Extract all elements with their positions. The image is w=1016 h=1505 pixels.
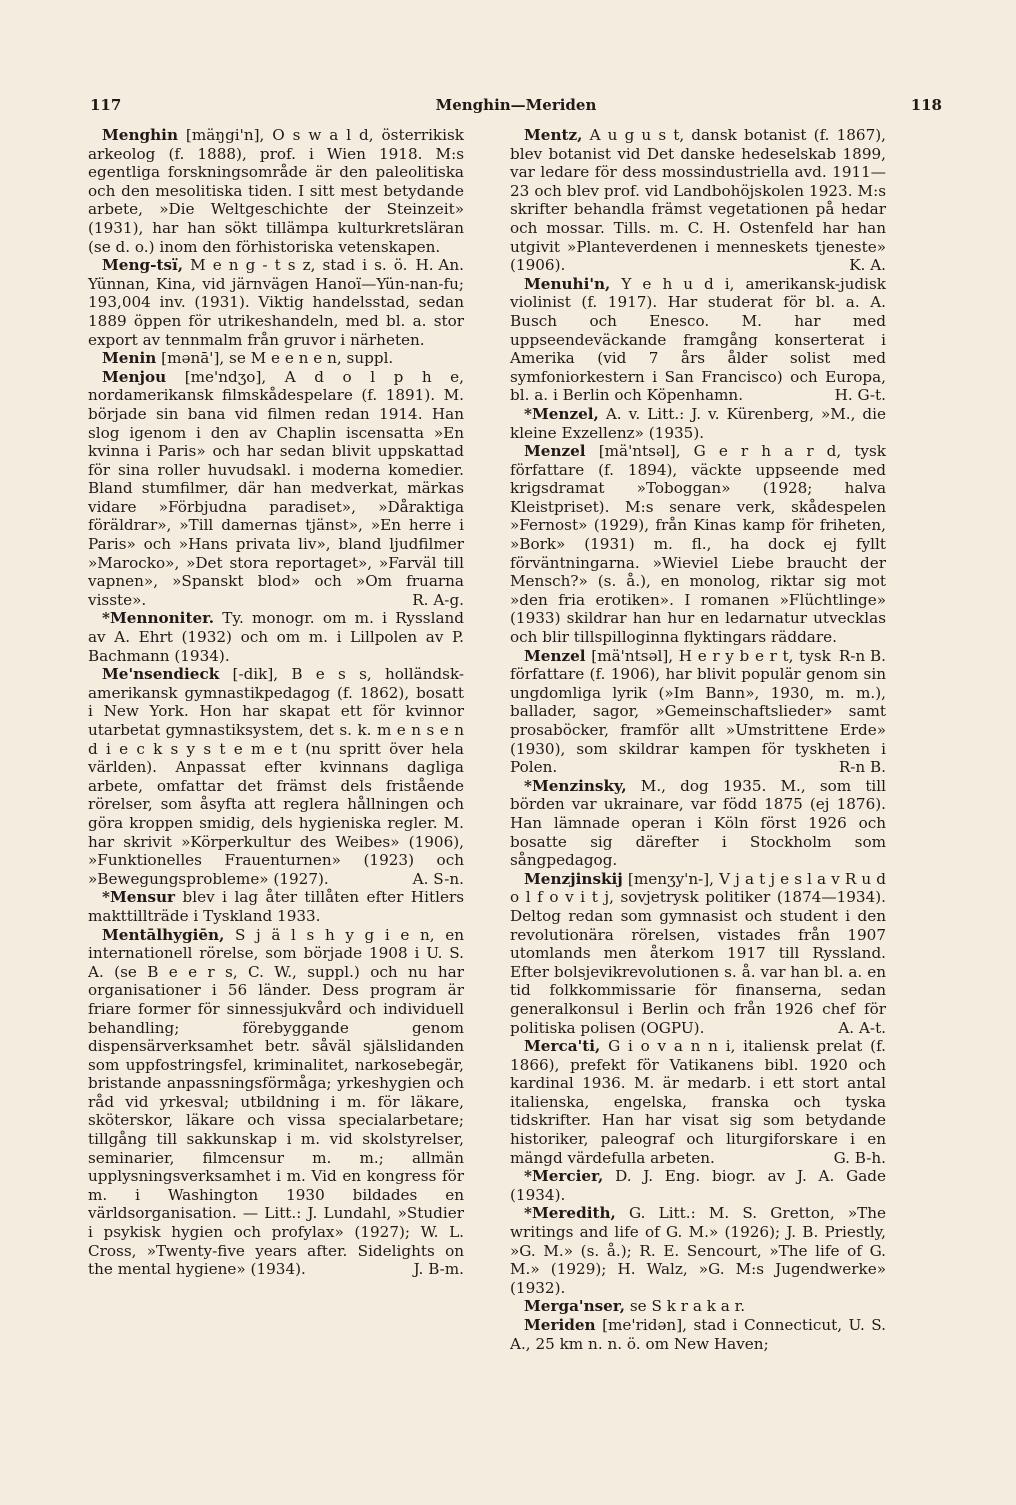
entry-headword: *Mensur — [102, 888, 176, 907]
entry-headword: Menuhi'n, — [524, 274, 611, 293]
dictionary-entry — [88, 256, 464, 349]
entry-headword: Meng-tsï, — [102, 256, 184, 275]
entry-text: [mä'ntsəl], G e r h a r d, tysk författare (f. 1894), väckte uppseende med krigsdramat »Toboggan» (1928; halva Kleistpriset). M:s senare verk, skådespelen »Fernost» (1929), från Kinas kamp för friheten, »Bork» (1931) m. fl., ha dock ej fyllt förväntningarna. »Wieviel Liebe braucht der Mensch?» (s. å.), en monolog, riktar sig mot »den fria erotiken». I romanen »Flüchtlinge» (1933) skildrar han hur en ledarnatur utvecklas och blir tillspilloginna flyktingars räddare. — [510, 442, 887, 647]
left-column — [88, 126, 464, 1279]
entry-text: D. J. Eng. biogr. av J. A. Gade (1934). — [510, 1167, 887, 1204]
author-signature: R. A-g. — [412, 590, 464, 609]
entry-headword: Menzjinskij — [524, 869, 623, 888]
entry-headword: Menzel — [524, 442, 586, 461]
entry-text: A u g u s t, dansk botanist (f. 1867), blev botanist vid Det danske hedeselskab 1899, var ledare för dess mossindustriella avd. 1911—23 och blev prof. vid Landbohöjskolen 1923. M:s skrifter behandla främst vegetationen på hedar och mossar. Tills. m. C. H. Ostenfeld har han utgivit »Planteverdenen i menneskets tjeneste» (1906). — [510, 126, 886, 275]
entry-text: [-dik], B e s s, holländsk-amerikansk gymnastikpedagog (f. 1862), bosatt i New York. Hon har skapat ett för kvinnor utarbetat gymnastiksystem, det s. k. m e n s e n d i e c k s y s t e m e t (nu spritt över hela världen). Anpassat efter kvinnans dagliga arbete, omfattar det främst dels fristående rörelser, som åsyfta att reglera hållningen och göra kroppen smidig, dels hygieniska regler. M. har skrivit »Körperkultur des Weibes» (1906), »Funktionelles Frauenturnen» (1923) och »Bewegungsprobleme» (1927). — [88, 665, 465, 888]
dictionary-entry — [510, 442, 887, 665]
entry-text: S j ä l s h y g i e n, en internationell rörelse, som började 1908 i U. S. A. (se B e e r s, C. W., suppl.) och nu har organisationer i 56 länder. Dess program är friare former för sinnessjukvård och individuell behandling; förebyggande genom dispensärverksamhet betr. såväl själslidanden som uppfostringsfel, kriminalitet, narkosebegär, bristande anpassningsförmåga; yrkeshygien och råd vid yrkesval; utbildning i m. för läkare, sköterskor, läkare och vissa specialarbetare; tillgång till sakkunskap i m. vid skolstyrelser, seminarier, filmcensur m. m.; allmän upplysningsverksamhet i m. Vid en kongress för m. i Washington 1930 bildades en världsorganisation. — Litt.: J. Lundahl, »Studier i psykisk hygien och profylax» (1927); W. L. Cross, »Twenty-five years after. Sidelights on the mental hygiene» (1934). — [88, 925, 464, 1279]
author-signature: G. B-h. — [833, 1148, 886, 1167]
entry-headword: Merga'nser, — [524, 1297, 626, 1316]
dictionary-entry — [510, 1037, 886, 1167]
entry-headword: Menzel — [524, 646, 586, 665]
entry-text: blev i lag åter tillåten efter Hitlers makttillträde i Tyskland 1933. — [88, 888, 464, 925]
entry-headword: *Menzel, — [524, 404, 599, 423]
dictionary-entry — [510, 1297, 886, 1316]
author-signature: R-n B. — [838, 646, 886, 665]
dictionary-entry — [510, 870, 886, 1037]
dictionary-entry — [88, 368, 464, 610]
entry-headword: *Mercier, — [524, 1167, 604, 1186]
entry-text: [menʒy'n-], V j a t j e s l a v R u d o l f o v i t j, sovjetrysk politiker (1874—1934). Deltog redan som gymnasist och student i den revolutionära rörelsen, vistades från 1907 utomlands men återkom 1917 till Ryssland. Efter bolsjevikrevolutionen s. å. var han bl. a. en tid folkkommissarie för finanserna, sedan generalkonsul i Berlin och från 1926 chef för politiska polisen (OGPU). — [510, 869, 887, 1037]
entry-headword: *Mennoniter. — [102, 609, 215, 628]
entry-text: M e n g - t s z, stad i s. ö. Yünnan, Kina, vid järnvägen Hanoï—Yün-nan-fu; 193,004 inv. (1931). Viktig handelsstad, sedan 1889 öppen för utrikeshandeln, med bl. a. stor export av tennmalm från gruvor i närheten. — [88, 256, 464, 349]
dictionary-entry — [510, 777, 886, 870]
author-signature: R-n B. — [838, 758, 886, 777]
dictionary-entry — [88, 926, 464, 1279]
right-column — [510, 126, 886, 1353]
author-signature: H. G-t. — [834, 386, 886, 405]
entry-text: Y e h u d i, amerikansk-judisk violinist (f. 1917). Har studerat för bl. a. A. Busch och Enesco. M. har med uppseendeväckande framgång konserterat i Amerika (vid 7 års ålder solist med symfoniorkestern i San Francisco) och Europa, bl. a. i Berlin och Köpenhamn. — [510, 274, 887, 405]
entry-headword: Mentz, — [524, 126, 583, 144]
dictionary-entry — [510, 1204, 886, 1297]
entry-headword: Merca'ti, — [524, 1037, 601, 1056]
dictionary-entry — [510, 1316, 886, 1353]
page-number-right: 118 — [910, 96, 942, 114]
dictionary-entry — [510, 1167, 886, 1204]
dictionary-entry — [88, 665, 464, 888]
entry-text: [mä'ntsəl], H e r y b e r t, tysk författare (f. 1906), har blivit populär genom sin ungdomliga lyrik (»Im Bann», 1930, m. m.), ballader, sagor, »Gemeinschaftslieder» samt prosaböcker, framför allt »Umstrittene Erde» (1930), som skildrar kampen för tyskheten i Polen. — [510, 646, 886, 777]
author-signature: A. A-t. — [838, 1018, 886, 1037]
entry-headword: Menghin — [102, 126, 178, 144]
dictionary-entry — [510, 647, 886, 777]
page-header — [90, 96, 942, 120]
page-number-left: 117 — [90, 96, 122, 114]
entry-text: [mənā'], se M e e n e n, suppl. — [161, 349, 394, 368]
author-signature: H. An. — [415, 256, 464, 275]
entry-text: [mäŋgi'n], O s w a l d, österrikisk arkeolog (f. 1888), prof. i Wien 1918. M:s egentliga forskningsområde är den paleolitiska och den mesolitiska tiden. I sitt mest betydande arbete, »Die Weltgeschichte der Steinzeit» (1931), har han sökt tillämpa kulturkretsläran (se d. o.) inom den förhistoriska vetenskapen. — [88, 126, 464, 256]
entry-text: se S k r a k a r. — [629, 1297, 746, 1316]
running-title: Menghin—Meriden — [435, 96, 597, 114]
dictionary-entry — [510, 126, 886, 275]
dictionary-entry — [88, 609, 464, 665]
author-signature: A. S-n. — [412, 869, 464, 888]
entry-text: [me'ndʒo], A d o l p h e, nordamerikansk filmskådespelare (f. 1891). M. började sin bana vid filmen redan 1914. Han slog igenom i den av Chaplin iscensatta »En kvinna i Paris» och har sedan blivit uppskattad för sina roller huvudsakl. i moderna komedier. Bland stumfilmer, där han medverkat, märkas vidare »Förbjudna paradiset», »Dåraktiga föräldrar», »Till damernas tjänst», »En herre i Paris» och »Hans privata liv», bland ljudfilmer »Marocko», »Det stora reportaget», »Farväl till vapnen», »Spanskt blod» och »Om fruarna visste». — [88, 367, 464, 609]
author-signature: J. B-m. — [413, 1260, 464, 1279]
entry-headword: Mentālhygiēn, — [102, 925, 225, 944]
entry-text: A. v. Litt.: J. v. Kürenberg, »M., die kleine Exzellenz» (1935). — [510, 404, 886, 442]
dictionary-entry — [88, 349, 464, 368]
dictionary-entry — [510, 405, 886, 442]
author-signature: K. A. — [849, 256, 886, 275]
entry-headword: Meriden — [524, 1316, 596, 1334]
entry-text: G i o v a n n i, italiensk prelat (f. 1866), prefekt för Vatikanens bibl. 1920 och kardinal 1936. M. är medarb. i ett stort antal italienska, engelska, franska och tyska tidskrifter. Han har visat sig som betydande historiker, paleograf och liturgiforskare i en mängd värdefulla arbeten. — [510, 1037, 887, 1167]
entry-headword: Menin — [102, 349, 157, 368]
entry-headword: *Menzinsky, — [524, 776, 627, 795]
dictionary-entry — [88, 888, 464, 925]
entry-headword: *Meredith, — [524, 1204, 616, 1223]
entry-text: M., dog 1935. M., som till börden var ukrainare, var född 1875 (ej 1876). Han lämnade operan i Köln först 1926 och bosatte sig därefter i Stockholm som sångpedagog. — [510, 776, 887, 870]
entry-text: [me'ridən], stad i Connecticut, U. S. A., 25 km n. n. ö. om New Haven; — [510, 1316, 887, 1353]
dictionary-entry — [510, 275, 886, 405]
entry-headword: Menjou — [102, 367, 167, 386]
entry-text: G. Litt.: M. S. Gretton, »The writings and life of G. M.» (1926); J. B. Priestly, »G. M.» (s. å.); R. E. Sencourt, »The life of G. M.» (1929); H. Walz, »G. M:s Jugendwerke» (1932). — [510, 1204, 887, 1297]
entry-headword: Me'nsendieck — [102, 665, 220, 684]
entry-text: Ty. monogr. om m. i Ryssland av A. Ehrt (1932) och om m. i Lillpolen av P. Bachmann (1934). — [88, 609, 464, 665]
